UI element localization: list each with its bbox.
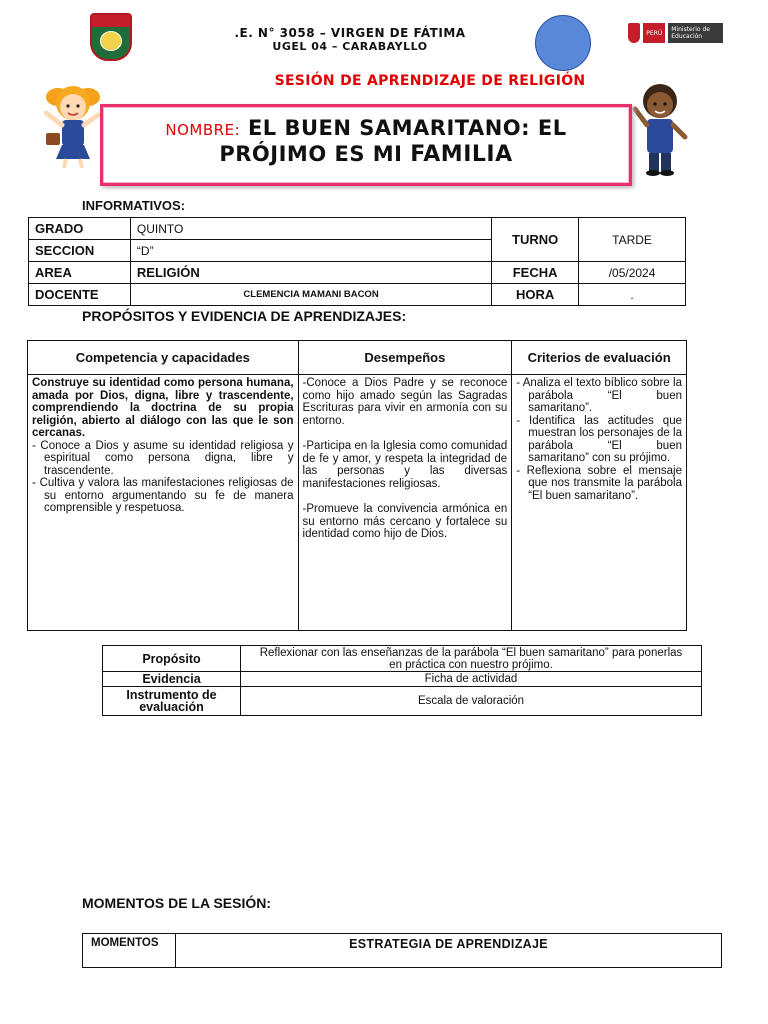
col-momentos: MOMENTOS [83,934,176,968]
docente-value: CLEMENCIA MAMANI BACON [130,284,491,306]
instrumento-label: Instrumento de evaluación [103,687,241,716]
fecha-label: FECHA [492,262,579,284]
peru-shield-icon [628,23,640,43]
capacidades-list [32,440,294,515]
capacidad-item: - Cultiva y valora las manifestaciones religiosas de su entorno argumentando su fe de manera comprensible y respetuosa. [32,477,294,514]
criterio-item: - Analiza el texto bíblico sobre la parábola “El buen samaritano”. [516,377,682,414]
girl-student-illustration [38,75,106,170]
lesson-title-text-2b: FAMILIA [410,142,513,167]
crest-emblem [100,31,122,51]
col-desempenos: Desempeños [298,341,512,375]
desempeno-item: -Conoce a Dios Padre y se reconoce como hijo amado según las Sagradas Escrituras para vivir en armonía con su entorno. [302,377,508,427]
turno-label: TURNO [492,218,579,262]
lesson-title-line-2 [103,142,629,167]
lesson-name-label: NOMBRE: [165,121,241,139]
info-table [28,217,686,306]
ugel-name: UGEL 04 – CARABAYLLO [272,40,428,53]
momentos-title: MOMENTOS DE LA SESIÓN: [82,895,272,911]
proposito-value: Reflexionar con las enseñanzas de la parábola “El buen samaritano” para ponerlas en práctica con nuestro prójimo. [241,646,702,672]
session-title: SESIÓN DE APRENDIZAJE DE RELIGIÓN [274,73,586,89]
informativos-label: INFORMATIVOS: [82,198,186,213]
col-competencia: Competencia y capacidades [28,341,299,375]
area-label: AREA [29,262,131,284]
grado-value: QUINTO [130,218,491,240]
grado-label: GRADO [29,218,131,240]
evidencia-value: Ficha de actividad [241,672,702,687]
ministry-country: PERÚ [643,23,665,43]
fecha-value: /05/2024 [579,262,686,284]
desempeno-item: -Participa en la Iglesia como comunidad de fe y amor, y respeta la integridad de las personas y las diversas manifestaciones religiosas. [302,440,508,490]
area-value: RELIGIÓN [130,262,491,284]
criterios-cell [512,375,687,631]
purpose-table [102,645,702,716]
school-name: .E. N° 3058 – VIRGEN DE FÁTIMA [234,26,466,40]
col-criterios: Criterios de evaluación [512,341,687,375]
lesson-title-text-1: EL BUEN SAMARITANO: EL [247,116,567,140]
competencia-main: Construye su identidad como persona humana, amada por Dios, digna, libre y trascendente, comprendiendo la doctrina de su propia religión, abierto al diálogo con las que le son cercanas. [32,377,294,439]
ministry-logo [628,22,723,44]
competencies-table [27,340,687,631]
seccion-label: SECCION [29,240,131,262]
evidencia-label: Evidencia [103,672,241,687]
desempenos-cell [298,375,512,631]
propositos-title: PROPÓSITOS Y EVIDENCIA DE APRENDIZAJES: [82,308,407,324]
competencia-cell [28,375,299,631]
momentos-table [82,933,722,968]
blue-circle-shape [535,15,591,71]
docente-label: DOCENTE [29,284,131,306]
hora-value: . [579,284,686,306]
turno-value: TARDE [579,218,686,262]
col-estrategia: ESTRATEGIA DE APRENDIZAJE [176,934,722,968]
lesson-title-text-2a: PRÓJIMO ES MI [219,142,403,166]
crest-banner [92,15,130,27]
criterio-item: - Identifica las actitudes que muestran los personajes de la parábola “El buen samaritano” con su prójimo. [516,414,682,464]
proposito-label: Propósito [103,646,241,672]
instrumento-value: Escala de valoración [241,687,702,716]
boy-student-illustration [625,75,695,180]
lesson-title-line-1 [103,116,629,140]
desempeno-item: -Promueve la convivencia armónica en su entorno más cercano y fortalece su identidad como hijo de Dios. [302,503,508,540]
hora-label: HORA [492,284,579,306]
criterio-item: - Reflexiona sobre el mensaje que nos transmite la parábola “El buen samaritano”. [516,464,682,502]
criterios-list [516,377,682,502]
school-crest [90,13,132,61]
capacidad-item: - Conoce a Dios y asume su identidad religiosa y espiritual como persona digna, libre y trascendente. [32,439,294,477]
lesson-title-box [100,104,632,186]
ministry-name: Ministerio de Educación [668,23,723,43]
seccion-value: “D” [130,240,491,262]
